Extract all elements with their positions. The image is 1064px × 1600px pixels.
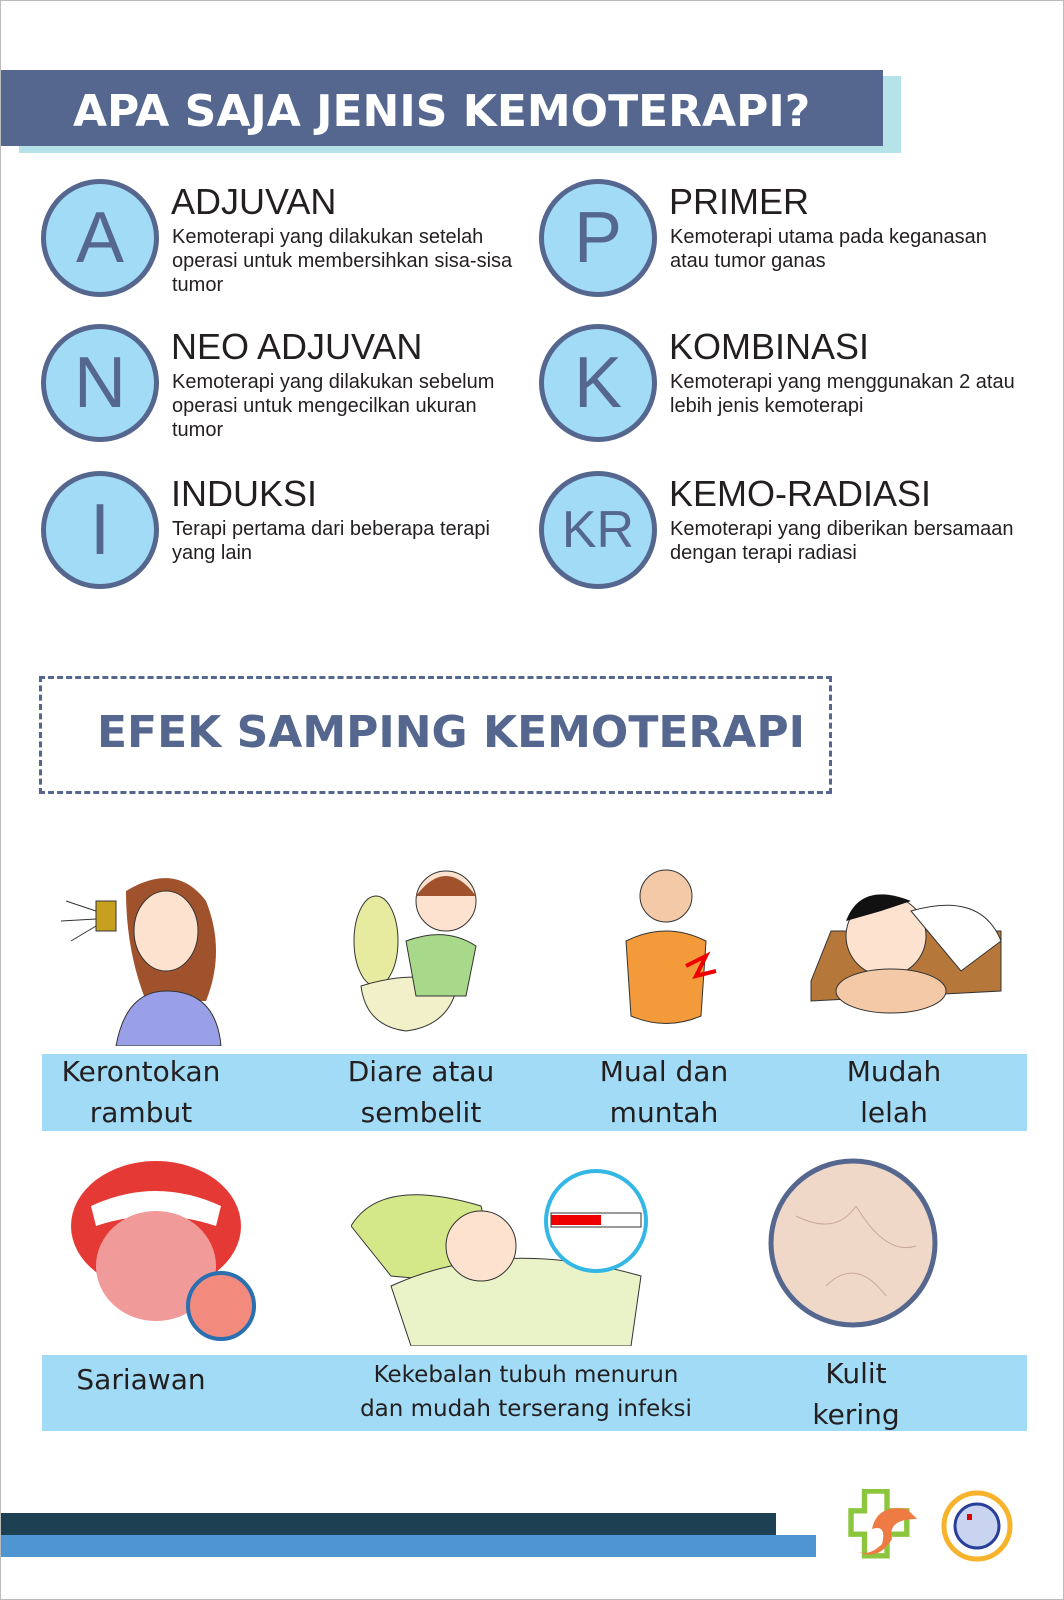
type-adjuvan: [41, 179, 521, 309]
label-line: Diare atau: [347, 1055, 495, 1088]
label-line: Sariawan: [76, 1363, 206, 1396]
label-diarrhea: [326, 1051, 516, 1133]
footer-bar-dark: [1, 1513, 776, 1535]
institution-seal-logo: [941, 1490, 1013, 1562]
nausea-illustration: [606, 846, 731, 1046]
label-immunity: [321, 1358, 731, 1426]
type-title: INDUKSI: [171, 473, 318, 514]
type-neo-adjuvan: [41, 324, 521, 454]
page-title: APA SAJA JENIS KEMOTERAPI?: [73, 86, 811, 137]
type-kemo-radiasi: [539, 471, 1019, 601]
label-line: rambut: [89, 1096, 193, 1129]
label-line: sembelit: [360, 1096, 482, 1129]
hair-loss-illustration: [56, 861, 246, 1046]
label-fatigue: [799, 1051, 989, 1133]
label-line: Mudah: [846, 1055, 942, 1088]
mouth-sores-illustration: [61, 1146, 266, 1351]
label-line: muntah: [609, 1096, 719, 1129]
fever-infection-illustration: [351, 1166, 661, 1346]
type-title: NEO ADJUVAN: [171, 326, 423, 367]
health-cross-logo: [847, 1489, 927, 1563]
label-line: Mual dan: [599, 1055, 729, 1088]
type-primer: [539, 179, 1019, 309]
toilet-illustration: [346, 856, 511, 1046]
label-mouth-sores: [46, 1359, 236, 1400]
label-line: dan mudah terserang infeksi: [360, 1396, 692, 1422]
side-effects-heading-box: [39, 676, 832, 794]
type-title: KEMO-RADIASI: [669, 473, 932, 514]
type-induksi: [41, 471, 521, 601]
label-dry-skin: [761, 1353, 951, 1435]
type-kombinasi: [539, 324, 1019, 454]
side-effects-title: EFEK SAMPING KEMOTERAPI: [97, 707, 805, 758]
footer-bar-blue: [1, 1535, 816, 1557]
letter-circle: I: [41, 471, 159, 589]
label-line: Kekebalan tubuh menurun: [373, 1362, 679, 1388]
label-line: Kulit: [825, 1357, 887, 1390]
type-desc: Kemoterapi yang menggunakan 2 atau lebih jenis kemoterapi: [670, 371, 1015, 417]
fatigue-illustration: [801, 881, 1011, 1046]
type-title: ADJUVAN: [171, 181, 337, 222]
label-nausea: [569, 1051, 759, 1133]
dry-skin-illustration: [766, 1156, 941, 1331]
type-desc: Kemoterapi yang dilakukan setelah operasi untuk membersihkan sisa-sisa tumor: [172, 226, 513, 296]
letter-circle: A: [41, 179, 159, 297]
type-title: PRIMER: [669, 181, 810, 222]
label-line: Kerontokan: [61, 1055, 221, 1088]
letter-circle: KR: [539, 471, 657, 589]
type-desc: Kemoterapi yang diberikan bersamaan dengan terapi radiasi: [670, 518, 1014, 564]
letter-circle: N: [41, 324, 159, 442]
type-title: KOMBINASI: [669, 326, 870, 367]
header-banner: [1, 70, 883, 146]
letter-circle: K: [539, 324, 657, 442]
label-line: lelah: [860, 1096, 928, 1129]
letter-circle: P: [539, 179, 657, 297]
label-hair-loss: [46, 1051, 236, 1133]
type-desc: Terapi pertama dari beberapa terapi yang lain: [172, 518, 490, 564]
type-desc: Kemoterapi utama pada keganasan atau tumor ganas: [670, 226, 987, 272]
type-desc: Kemoterapi yang dilakukan sebelum operasi untuk mengecilkan ukuran tumor: [172, 371, 495, 441]
label-line: kering: [812, 1398, 900, 1431]
